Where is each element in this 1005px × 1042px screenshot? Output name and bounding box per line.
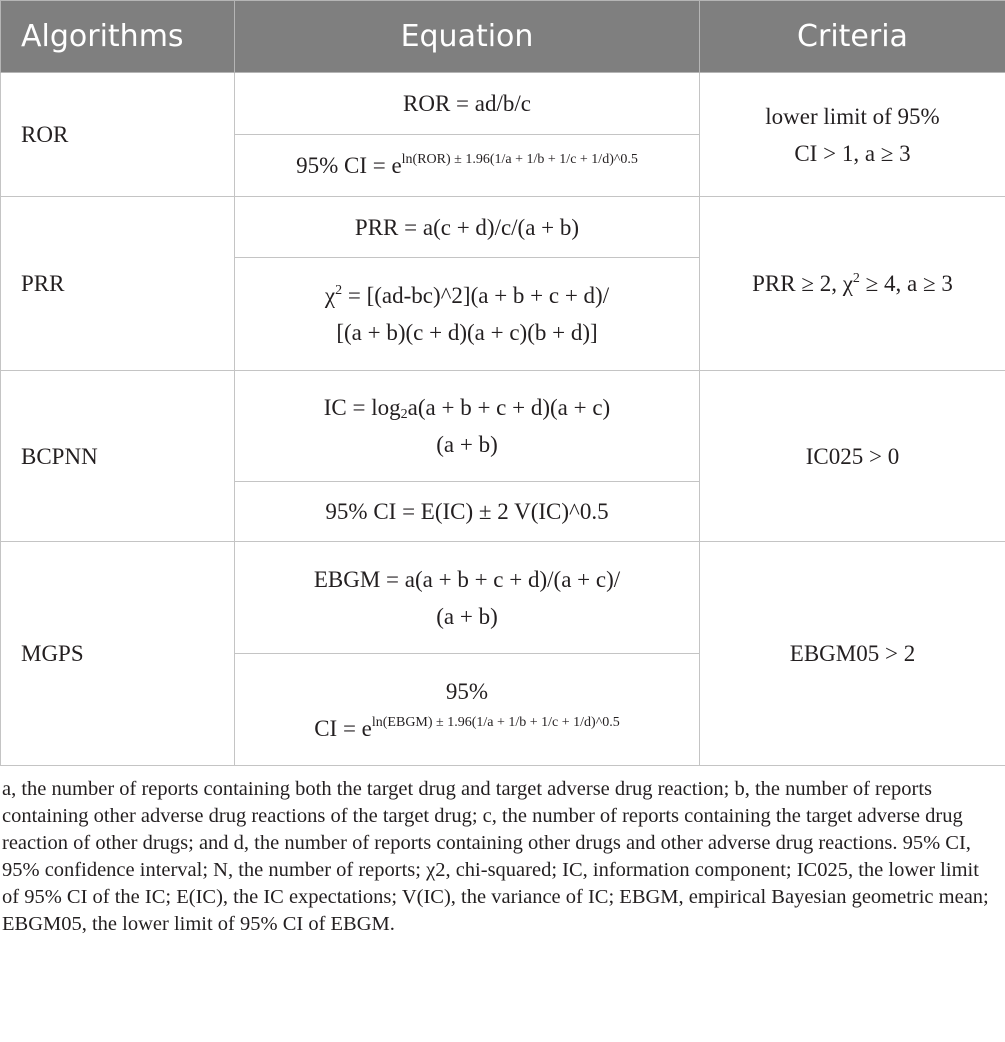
equation: [235, 654, 700, 766]
equation: [235, 542, 700, 654]
equation-text: χ: [324, 283, 336, 308]
table-row: [1, 197, 1005, 258]
header-equation: Equation: [235, 1, 700, 73]
equation: PRR = a(c + d)/c/(a + b): [235, 197, 700, 258]
equation-text: IC = log: [323, 395, 401, 420]
header-algorithms: Algorithms: [1, 1, 235, 73]
header-criteria: Criteria: [700, 1, 1005, 73]
equation-text: (a + b): [436, 603, 498, 629]
table-footnote: a, the number of reports containing both the target drug and target adverse drug reaction; b, the number of reports containing other adverse drug reactions of the target drug; c, the number of reports containing the target adverse drug reaction of other drugs; and d, the number of reports containing other drugs and other adverse drug reactions. 95% CI, 95% confidence interval; N, the number of reports; χ2, chi-squared; IC, information component; IC025, the lower limit of 95% CI of the IC; E(IC), the IC expectations; V(IC), the variance of IC; EBGM, empirical Bayesian geometric mean; EBGM05, the lower limit of 95% CI of EBGM.: [2, 778, 989, 935]
equation-base: CI = e: [314, 715, 372, 741]
equation-text: = [(ad-bc)^2](a + b + c + d)/: [342, 283, 610, 308]
equation-text: EBGM = a(a + b + c + d)/(a + c)/: [313, 566, 621, 592]
equation-text: (a + b): [436, 432, 498, 457]
equation: [235, 135, 700, 197]
algorithm-name: BCPNN: [1, 371, 235, 542]
equation-text: 95%: [445, 678, 489, 704]
algorithm-name: PRR: [1, 197, 235, 371]
header-row: [1, 1, 1005, 73]
equation-exponent: ln(EBGM) ± 1.96(1/a + 1/b + 1/c + 1/d)^0.5: [371, 714, 620, 730]
table-row: [1, 73, 1005, 135]
equation: 95% CI = E(IC) ± 2 V(IC)^0.5: [235, 482, 700, 542]
criteria: [700, 197, 1005, 371]
criteria-text: PRR ≥ 2, χ: [752, 271, 853, 296]
criteria-line: lower limit of 95%: [765, 103, 940, 129]
equation-text: a(a + b + c + d)(a + c): [407, 395, 611, 420]
algorithm-name: ROR: [1, 73, 235, 197]
equation: [235, 371, 700, 482]
criteria: EBGM05 > 2: [700, 542, 1005, 766]
criteria: IC025 > 0: [700, 371, 1005, 542]
algorithm-name: MGPS: [1, 542, 235, 766]
equation-base: 95% CI = e: [296, 153, 402, 178]
table-row: [1, 542, 1005, 654]
equation-exponent: ln(ROR) ± 1.96(1/a + 1/b + 1/c + 1/d)^0.5: [401, 152, 638, 167]
criteria-line: CI > 1, a ≥ 3: [794, 140, 911, 166]
table-row: [1, 371, 1005, 482]
equation-sup: 2: [335, 283, 343, 298]
criteria: [700, 73, 1005, 197]
equation: [235, 258, 700, 371]
equation: ROR = ad/b/c: [235, 73, 700, 135]
criteria-sup: 2: [852, 271, 860, 286]
equation-text: [(a + b)(c + d)(a + c)(b + d)]: [336, 320, 598, 345]
equation-sub: 2: [400, 407, 408, 422]
criteria-text: ≥ 4, a ≥ 3: [859, 271, 953, 296]
